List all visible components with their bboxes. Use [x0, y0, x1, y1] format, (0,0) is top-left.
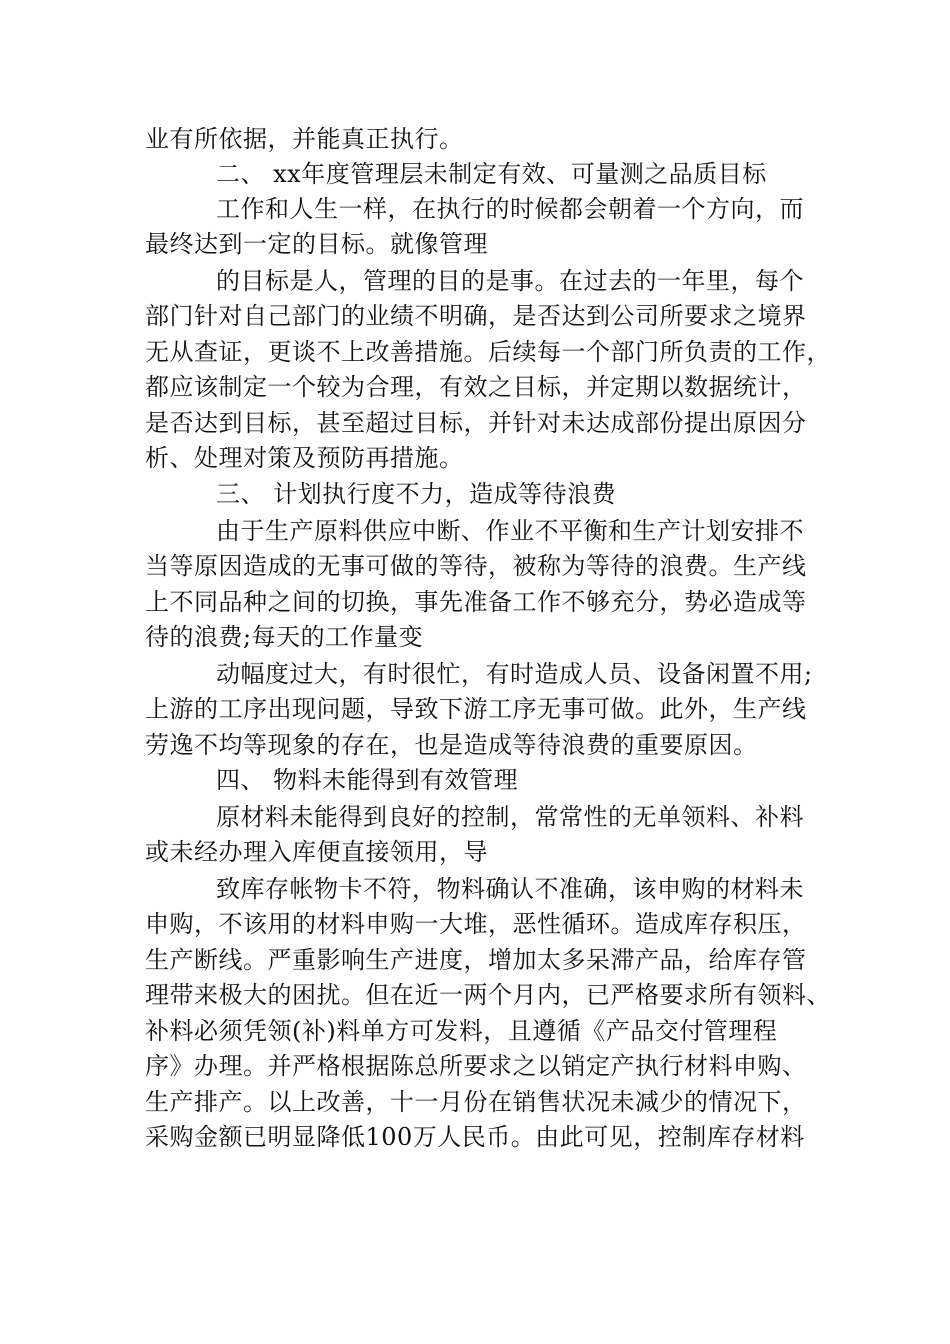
- text-line: 工作和人生一样，在执行的时候都会朝着一个方向，而: [216, 195, 804, 223]
- text-line: 采购金额已明显降低100万人民币。由此可见，控制库存材料: [145, 1123, 805, 1151]
- text-line: 生产断线。严重影响生产进度，增加太多呆滞产品，给库存管: [145, 946, 807, 974]
- section-heading-3: 三、 计划执行度不力，造成等待浪费: [216, 480, 617, 508]
- text-line: 生产排产。以上改善，十一月份在销售状况未减少的情况下，: [145, 1088, 807, 1116]
- text-line: 理带来极大的困扰。但在近一两个月内，已严格要求所有领料、: [145, 981, 831, 1009]
- text-line: 是否达到目标，甚至超过目标，并针对未达成部份提出原因分: [145, 409, 807, 437]
- text-line: 原材料未能得到良好的控制，常常性的无单领料、补料: [216, 803, 804, 831]
- text-line: 最终达到一定的目标。就像管理: [145, 230, 488, 258]
- text-line: 上不同品种之间的切换，事先准备工作不够充分，势必造成等: [145, 588, 807, 616]
- text-line: 补料必须凭领(补)料单方可发料，且遵循《产品交付管理程: [145, 1017, 778, 1045]
- text-line: 析、处理对策及预防再措施。: [145, 444, 464, 472]
- text-line: 动幅度过大，有时很忙，有时造成人员、设备闲置不用;: [216, 660, 813, 688]
- text-line: 上游的工序出现问题，导致下游工序无事可做。此外，生产线: [145, 695, 807, 723]
- text-line: 致库存帐物卡不符，物料确认不准确，该申购的材料未: [216, 875, 804, 903]
- text-line: 或未经办理入库便直接领用，导: [145, 838, 488, 866]
- text-line: 申购，不该用的材料申购一大堆，恶性循环。造成库存积压，: [145, 910, 807, 938]
- section-heading-2: 二、 xx年度管理层未制定有效、可量测之品质目标: [216, 160, 767, 188]
- text-line: 的目标是人，管理的目的是事。在过去的一年里，每个: [216, 267, 804, 295]
- text-line: 部门针对自己部门的业绩不明确，是否达到公司所要求之境界: [145, 302, 807, 330]
- text-line: 当等原因造成的无事可做的等待，被称为等待的浪费。生产线: [145, 552, 807, 580]
- section-heading-4: 四、 物料未能得到有效管理: [216, 766, 519, 794]
- text-line: 由于生产原料供应中断、作业不平衡和生产计划安排不: [216, 517, 804, 545]
- text-line: 劳逸不均等现象的存在，也是造成等待浪费的重要原因。: [145, 731, 758, 759]
- text-line: 业有所依据，并能真正执行。: [145, 125, 464, 153]
- text-line: 序》办理。并严格根据陈总所要求之以销定产执行材料申购、: [145, 1052, 807, 1080]
- text-line: 都应该制定一个较为合理，有效之目标，并定期以数据统计，: [145, 373, 807, 401]
- text-line: 待的浪费;每天的工作量变: [145, 623, 424, 651]
- text-line: 无从查证，更谈不上改善措施。后续每一个部门所负责的工作，: [145, 338, 831, 366]
